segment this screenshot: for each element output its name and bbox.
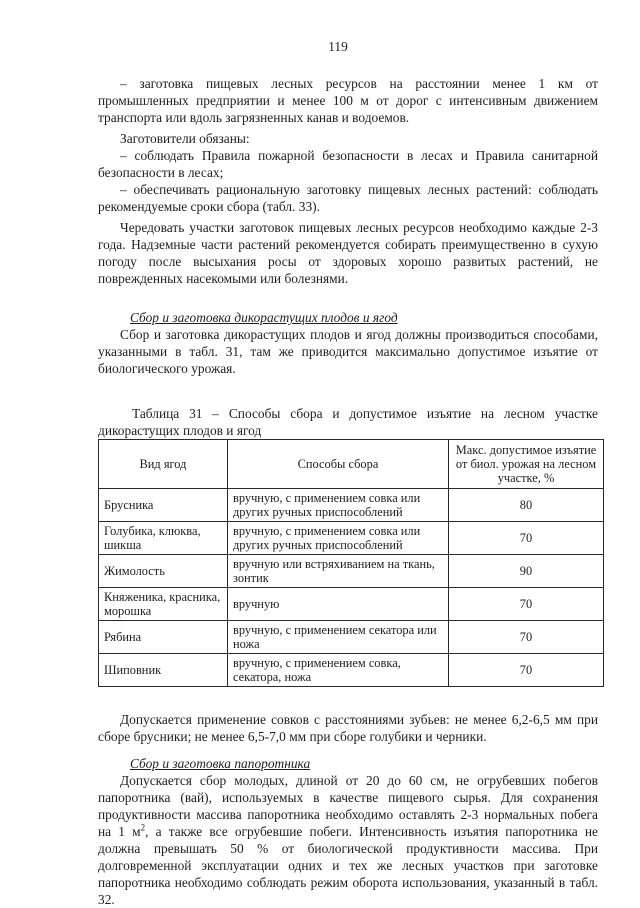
fern-text-part1: Допускается сбор молодых, длиной от 20 до 60 см, не огрубевших побегов папоротника (вай), используемых в качестве пищевого сырья. Для сохранения продуктивности массива папоротника необходимо оставлять 2-3 нормальных побега на 1 м: [98, 773, 598, 839]
cell-method: вручную, с применением секатора или ножа: [228, 621, 449, 654]
table-row: [99, 621, 604, 654]
paragraph-obligations-intro: Заготовители обязаны:: [120, 131, 250, 146]
cell-method: вручную, с применением совка или других ручных приспособлений: [228, 489, 449, 522]
table-row: [99, 555, 604, 588]
paragraph-rotation: Чередовать участки заготовок пищевых лесных ресурсов необходимо каждые 2-3 года. Надземные части растений рекомендуется собирать преимущественно в сухую погоду после высыхания росы от здоровых хорошо развитых растений, не поврежденных насекомыми или болезнями.: [98, 220, 598, 286]
cell-species: Шиповник: [99, 654, 228, 687]
cell-max-removal: 90: [449, 555, 604, 588]
paragraph-berries-intro: Сбор и заготовка дикорастущих плодов и ягод должны производиться способами, указанными в табл. 31, там же приводится максимально допустимое изъятие от биологического урожая.: [98, 327, 598, 376]
header-species: Вид ягод: [99, 440, 228, 489]
table-row: [99, 489, 604, 522]
paragraph-scoop-spacing: Допускается применение совков с расстояниями зубьев: не менее 6,2-6,5 мм при сборе брусники; не менее 6,5-7,0 мм при сборе голубики и черники.: [98, 712, 598, 744]
cell-species: Голубика, клюква, шикша: [99, 522, 228, 555]
cell-max-removal: 70: [449, 522, 604, 555]
paragraph-fire-safety: – соблюдать Правила пожарной безопасности в лесах и Правила санитарной безопасности в лесах;: [98, 148, 598, 180]
cell-max-removal: 80: [449, 489, 604, 522]
table-row: [99, 522, 604, 555]
fern-superscript: 2: [140, 822, 146, 833]
cell-max-removal: 70: [449, 654, 604, 687]
paragraph-rational-harvest: – обеспечивать рациональную заготовку пищевых лесных растений: соблюдать рекомендуемые сроки сбора (табл. 33).: [98, 182, 598, 214]
table-row: [99, 588, 604, 621]
cell-method: вручную: [228, 588, 449, 621]
cell-max-removal: 70: [449, 588, 604, 621]
page-number: 119: [328, 39, 348, 54]
cell-species: Брусника: [99, 489, 228, 522]
cell-method: вручную, с применением совка, секатора, ножа: [228, 654, 449, 687]
paragraph-fern: [98, 772, 598, 908]
header-max-removal: Макс. допустимое изъятие от биол. урожая на лесном участке, %: [449, 440, 604, 489]
section-heading-berries: Сбор и заготовка дикорастущих плодов и ягод: [130, 310, 398, 325]
table-caption: Таблица 31 – Способы сбора и допустимое изъятие на лесном участке дикорастущих плодов и ягод: [98, 406, 598, 438]
cell-species: Жимолость: [99, 555, 228, 588]
fern-text-part2: , а также все огрубевшие побеги. Интенсивность изъятия папоротника не должна превышать 50 % от биологической продуктивности массива. При долговременной эксплуатации одних и тех же лесных участков при заготовке папоротника необходимо соблюдать режим оборота использования, указанный в табл. 32.: [98, 824, 598, 907]
table-row: [99, 654, 604, 687]
table-header-row: [99, 440, 604, 489]
cell-species: Княженика, красника, морошка: [99, 588, 228, 621]
header-method: Способы сбора: [228, 440, 449, 489]
berry-harvest-table: [98, 439, 604, 687]
section-heading-fern: Сбор и заготовка папоротника: [130, 756, 311, 771]
cell-species: Рябина: [99, 621, 228, 654]
cell-method: вручную, с применением совка или других ручных приспособлений: [228, 522, 449, 555]
paragraph-restriction: – заготовка пищевых лесных ресурсов на расстоянии менее 1 км от промышленных предприятии и менее 100 м от дорог с интенсивным движением транспорта или вдоль загрязненных канав и водоемов.: [98, 76, 598, 125]
cell-method: вручную или встряхиванием на ткань, зонтик: [228, 555, 449, 588]
cell-max-removal: 70: [449, 621, 604, 654]
